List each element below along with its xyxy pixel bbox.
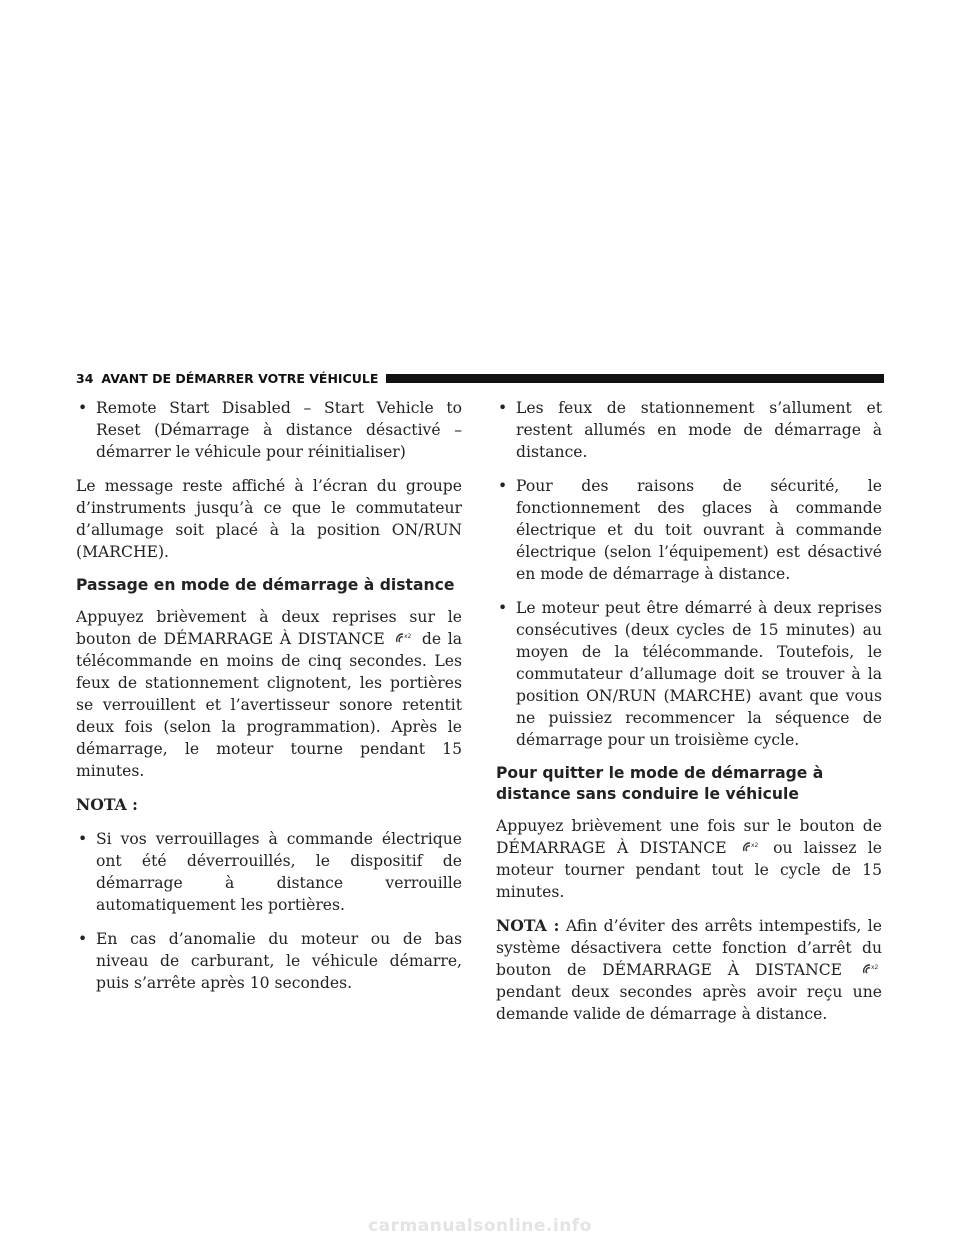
svg-text:x2: x2 [750, 842, 759, 849]
header-rule [386, 374, 884, 383]
bullet-two-starts: • Le moteur peut être démarré à deux reprises consécutives (deux cycles de 15 minutes) au moyen de la télécommande. Toutefois, le commutateur d’allumage doit se trouver à la position ON/RUN (MARCHE) avant que vous ne puissiez recommencer la séquence de démarrage pour un troisième cycle. [496, 597, 882, 751]
left-column [76, 397, 462, 1006]
nota-label: NOTA : [76, 795, 138, 814]
bullet-engine-fault: • En cas d’anomalie du moteur ou de bas niveau de carburant, le véhicule démarre, puis s’arrête après 10 secondes. [76, 928, 462, 994]
heading-exit-remote-start: Pour quitter le mode de démarrage à distance sans conduire le véhicule [496, 764, 824, 803]
paragraph-nota-avoid: NOTA : Afin d’éviter des arrêts intempestifs, le système désactivera cette fonction d’arrêt du bouton de DÉMARRAGE À DISTANCE x2 pendant deux secondes après avoir reçu une demande valide de démarrage à distance. [496, 916, 882, 1023]
right-column [496, 397, 882, 1037]
remote-start-icon [393, 631, 413, 645]
page-number: 34 [76, 370, 94, 386]
watermark: carmanualsonline.info [368, 1216, 592, 1236]
remote-start-icon [740, 840, 760, 854]
page-header [76, 370, 884, 386]
svg-text:x2: x2 [404, 633, 412, 640]
bullet-remote-start-disabled: • Remote Start Disabled – Start Vehicle to Reset (Démarrage à distance désactivé – démarrer le véhicule pour réinitialiser) [76, 397, 462, 463]
svg-text:x2: x2 [870, 964, 879, 971]
bullet-locks: • Si vos verrouillages à commande électrique ont été déverrouillés, le dispositif de démarrage à distance verrouille automatiquement les portières. [76, 828, 462, 916]
remote-start-icon [860, 962, 880, 976]
bullet-security: • Pour des raisons de sécurité, le fonctionnement des glaces à commande électrique et du toit ouvrant à commande électrique (selon l’équipement) est désactivé en mode de démarrage à distance. [496, 475, 882, 585]
heading-remote-start-mode: Passage en mode de démarrage à distance [76, 576, 455, 594]
paragraph-press-once: Appuyez brièvement une fois sur le bouton de DÉMARRAGE À DISTANCE x2 ou laissez le moteur tourner pendant tout le cycle de 15 minutes. [496, 817, 882, 901]
bullet-parking-lights: • Les feux de stationnement s’allument et restent allumés en mode de démarrage à distance. [496, 397, 882, 463]
paragraph-press-twice: Appuyez brièvement à deux reprises sur le bouton de DÉMARRAGE À DISTANCE x2 de la télécommande en moins de cinq secondes. Les feux de stationnement clignotent, les portières se verrouillent et l’avertisseur sonore retentit deux fois (selon la programmation). Après le démarrage, le moteur tourne pendant 15 minutes. [76, 608, 462, 780]
section-title: AVANT DE DÉMARRER VOTRE VÉHICULE [101, 370, 379, 386]
paragraph-message: Le message reste affiché à l’écran du groupe d’instruments jusqu’à ce que le commutateur d’allumage soit placé à la position ON/RUN (MARCHE). [76, 477, 462, 561]
